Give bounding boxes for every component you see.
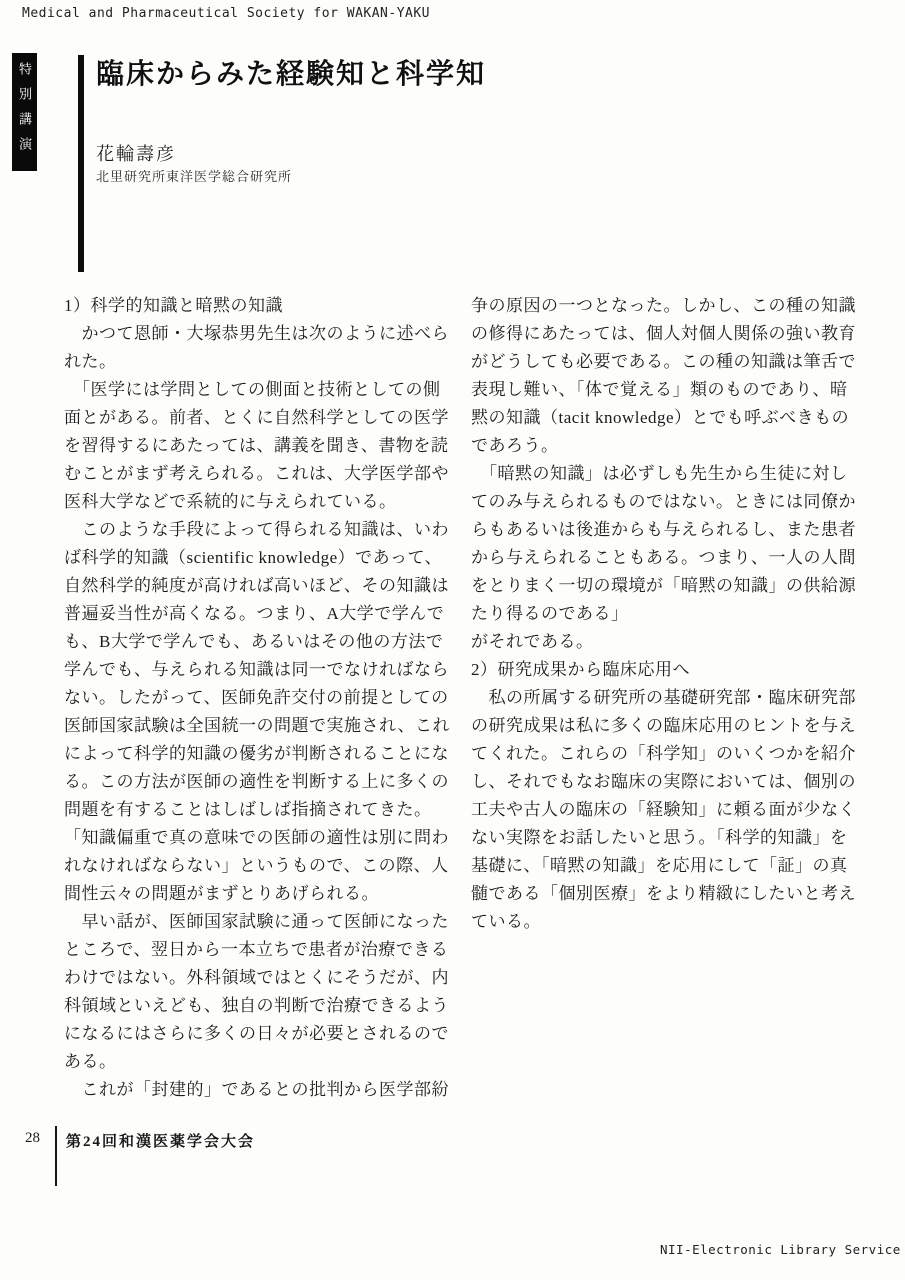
text-line: てくれた。これらの「科学知」のいくつかを紹介 xyxy=(471,744,856,763)
text-line: 争の原因の一つとなった。しかし、この種の知識 xyxy=(471,296,856,315)
text-line: 間性云々の問題がまずとりあげられる。 xyxy=(64,884,379,903)
text-line: 2）研究成果から臨床応用へ xyxy=(471,660,690,679)
body-column-left xyxy=(64,292,456,1104)
text-line: であろう。 xyxy=(471,436,559,455)
page-title: 臨床からみた経験知と科学知 xyxy=(96,59,487,90)
text-line: ば科学的知識（scientific knowledge）であって、 xyxy=(64,548,443,567)
text-line: 工夫や古人の臨床の「経験知」に頼る面が少なく xyxy=(471,800,856,819)
text-line: をとりまく一切の環境が「暗黙の知識」の供給源 xyxy=(471,576,856,595)
text-line: も、B大学で学んでも、あるいはその他の方法で xyxy=(64,632,444,651)
text-line: らもあるいは後進からも与えられるし、また患者 xyxy=(471,520,856,539)
text-line: がそれである。 xyxy=(471,632,594,651)
text-line: れた。 xyxy=(64,352,117,371)
nii-library-watermark: NII-Electronic Library Service xyxy=(660,1242,901,1257)
text-line: 1）科学的知識と暗黙の知識 xyxy=(64,296,283,315)
text-line: 問題を有することはしばしば指摘されてきた。 xyxy=(64,800,432,819)
text-line: わけではない。外科領域ではとくにそうだが、内 xyxy=(64,968,449,987)
page-number: 28 xyxy=(25,1130,40,1146)
text-line: る。この方法が医師の適性を判断する上に多くの xyxy=(64,772,449,791)
text-line: になるにはさらに多くの日々が必要とされるので xyxy=(64,1024,449,1043)
author-name: 花輪壽彦 xyxy=(96,144,176,164)
text-line: によって科学的知識の優劣が判断されることにな xyxy=(64,744,449,763)
text-line: 学んでも、与えられる知識は同一でなければなら xyxy=(64,660,449,679)
text-line: ところで、翌日から一本立ちで患者が治療できる xyxy=(64,940,449,959)
footer-divider-rule xyxy=(55,1126,57,1186)
text-line: 普遍妥当性が高くなる。つまり、A大学で学んで xyxy=(64,604,445,623)
text-line: 早い話が、医師国家試験に通って医師になった xyxy=(64,912,449,931)
text-line: 私の所属する研究所の基礎研究部・臨床研究部 xyxy=(471,688,856,707)
text-line: てのみ与えられるものではない。ときには同僚か xyxy=(471,492,856,511)
text-line: 表現し難い、「体で覚える」類のものであり、暗 xyxy=(471,380,848,399)
text-line: を習得するにあたっては、講義を聞き、書物を読 xyxy=(64,436,449,455)
proceedings-title: 第24回和漢医薬学会大会 xyxy=(66,1134,256,1150)
text-line: 科領域といえども、独自の判断で治療できるよう xyxy=(64,996,449,1015)
text-line: 髄である「個別医療」をより精緻にしたいと考え xyxy=(471,884,856,903)
text-line: 「知識偏重で真の意味での医師の適性は別に問わ xyxy=(64,828,449,847)
text-line: かつて恩師・大塚恭男先生は次のように述べら xyxy=(64,324,449,343)
text-line: たり得るのである」 xyxy=(471,604,629,623)
text-line: 医師国家試験は全国統一の問題で実施され、これ xyxy=(64,716,451,735)
author-affiliation: 北里研究所東洋医学総合研究所 xyxy=(96,169,293,184)
text-line: し、それでもなお臨床の実際においては、個別の xyxy=(471,772,856,791)
journal-header: Medical and Pharmaceutical Society for WAKAN-YAKU xyxy=(22,6,431,21)
special-lecture-banner xyxy=(12,53,37,171)
text-line: の修得にあたっては、個人対個人関係の強い教育 xyxy=(471,324,856,343)
text-line: ある。 xyxy=(64,1052,117,1071)
text-line: ている。 xyxy=(471,912,541,931)
text-line: 医科大学などで系統的に与えられている。 xyxy=(64,492,397,511)
text-line: 「医学には学問としての側面と技術としての側 xyxy=(64,380,441,399)
page-footer xyxy=(0,1126,905,1188)
title-vertical-rule xyxy=(78,55,84,272)
text-line: これが「封建的」であるとの批判から医学部紛 xyxy=(64,1080,449,1099)
text-line: 面とがある。前者、とくに自然科学としての医学 xyxy=(64,408,449,427)
text-line: 自然科学的純度が高ければ高いほど、その知識は xyxy=(64,576,449,595)
text-line: 「暗黙の知識」は必ずしも先生から生徒に対し xyxy=(471,464,848,483)
special-lecture-label: 特別講演 xyxy=(17,62,32,162)
body-column-right xyxy=(471,292,863,936)
text-line: ない実際をお話したいと思う。「科学的知識」を xyxy=(471,828,848,847)
text-line: 黙の知識（tacit knowledge）とでも呼ぶべきもの xyxy=(471,408,850,427)
text-line: れなければならない」というもので、この際、人 xyxy=(64,856,449,875)
text-line: このような手段によって得られる知識は、いわ xyxy=(64,520,449,539)
text-line: ない。したがって、医師免許交付の前提としての xyxy=(64,688,449,707)
text-line: がどうしても必要である。この種の知識は筆舌で xyxy=(471,352,856,371)
text-line: むことがまず考えられる。これは、大学医学部や xyxy=(64,464,449,483)
text-line: から与えられることもある。つまり、一人の人間 xyxy=(471,548,856,567)
text-line: 基礎に、「暗黙の知識」を応用にして「証」の真 xyxy=(471,856,848,875)
text-line: の研究成果は私に多くの臨床応用のヒントを与え xyxy=(471,716,856,735)
